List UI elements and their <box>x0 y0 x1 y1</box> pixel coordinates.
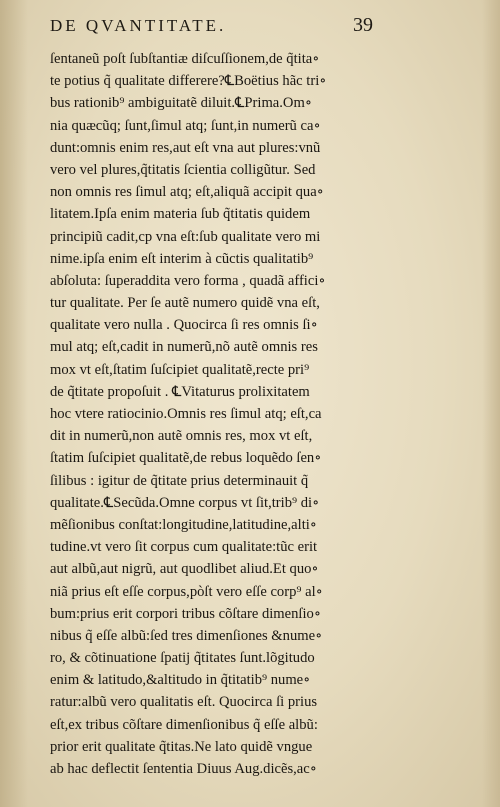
text-line: ſtatim ſuſcipiet qualitatẽ,de rebus loquẽdo ſen∘ <box>50 450 322 467</box>
text-line: prior erit qualitate q̃titas.Ne lato quidẽ vngue <box>50 738 313 755</box>
text-line: tudine.vt vero ſit corpus cum qualitate:tũc erit <box>50 539 318 556</box>
text-line: vero vel plures,q̃titatis ſcientia colligũtur. Sed <box>50 161 316 178</box>
text-line: ſilibus : igitur de q̃titate prius determinauit q̃ <box>50 472 309 489</box>
text-line: qualitate.℄Secũda.Omne corpus vt ſit,trib⁹ di∘ <box>50 494 320 511</box>
text-line: dit in numerũ,non autẽ omnis res, mox vt eſt, <box>50 428 313 445</box>
text-line: principiũ cadit,cp vna eſt:ſub qualitate vero mi <box>50 228 321 245</box>
text-line: mẽſionibus conſtat:longitudine,latitudine,alti∘ <box>50 516 317 533</box>
text-line: mul atq; eſt,cadit in numerũ,nõ autẽ omnis res <box>50 339 318 356</box>
text-line: nia quæcũq; ſunt,ſimul atq; ſunt,in numerũ ca∘ <box>50 117 321 134</box>
text-line: aut albũ,aut nigrũ, aut quodlibet aliud.Et quo∘ <box>50 561 319 578</box>
running-title: DE QVANTITATE. <box>50 16 227 35</box>
text-line: te potius q̃ qualitate differere?℄Boëtius hãc tri∘ <box>50 73 327 90</box>
text-line: abſoluta: ſuperaddita vero forma , quadã affici∘ <box>50 272 326 289</box>
text-line: ſentaneũ poſt ſubſtantiæ diſcuſſionem,de q̃tita∘ <box>50 51 320 67</box>
text-line: bus rationib⁹ ambiguitatẽ diluit.℄Prima.Om∘ <box>50 95 312 112</box>
page-number: 39 <box>353 14 373 36</box>
text-line: tur qualitate. Per ſe autẽ numero quidẽ vna eſt, <box>50 295 320 312</box>
text-line: dunt:omnis enim res,aut eſt vna aut plures:vnũ <box>50 139 321 156</box>
text-line: hoc vtere ratiocinio.Omnis res ſimul atq; eſt,ca <box>50 406 322 422</box>
text-line: eſt,ex tribus cõſtare dimenſionibus q̃ eſſe albũ: <box>50 716 318 733</box>
text-line: niã prius eſt eſſe corpus,pòſt vero eſſe corp⁹ al∘ <box>50 583 323 600</box>
running-head <box>50 14 390 40</box>
text-line: nibus q̃ eſſe albũ:ſed tres dimenſiones &nume∘ <box>50 627 323 644</box>
text-line: de q̃titate propoſuit . ℄Vitaturus prolixitatem <box>50 383 310 400</box>
body-text <box>50 48 406 780</box>
text-line: non omnis res ſimul atq; eſt,aliquã accipit qua∘ <box>50 184 324 201</box>
text-line: bum:prius erit corpori tribus cõſtare dimenſio∘ <box>50 605 321 622</box>
text-line: qualitate vero nulla . Quocirca ſi res omnis ſi∘ <box>50 317 318 334</box>
text-line: ratur:albũ vero qualitatis eſt. Quocirca ſi prius <box>50 694 318 711</box>
text-line: mox vt eſt,ſtatim ſuſcipiet qualitatẽ,recte pri⁹ <box>50 361 310 378</box>
text-line: nime.ipſa enim eſt interim à cũctis qualitatib⁹ <box>50 250 314 267</box>
text-line: enim & latitudo,&altitudo in q̃titatib⁹ nume∘ <box>50 672 311 689</box>
text-line: ab hac deflectit ſententia Diuus Aug.dicẽs,ac∘ <box>50 761 317 777</box>
text-line: litatem.Ipſa enim materia ſub q̃titatis quidem <box>50 206 311 223</box>
text-line: ro, & cõtinuatione ſpatij q̃titates ſunt.lõgitudo <box>50 650 315 667</box>
